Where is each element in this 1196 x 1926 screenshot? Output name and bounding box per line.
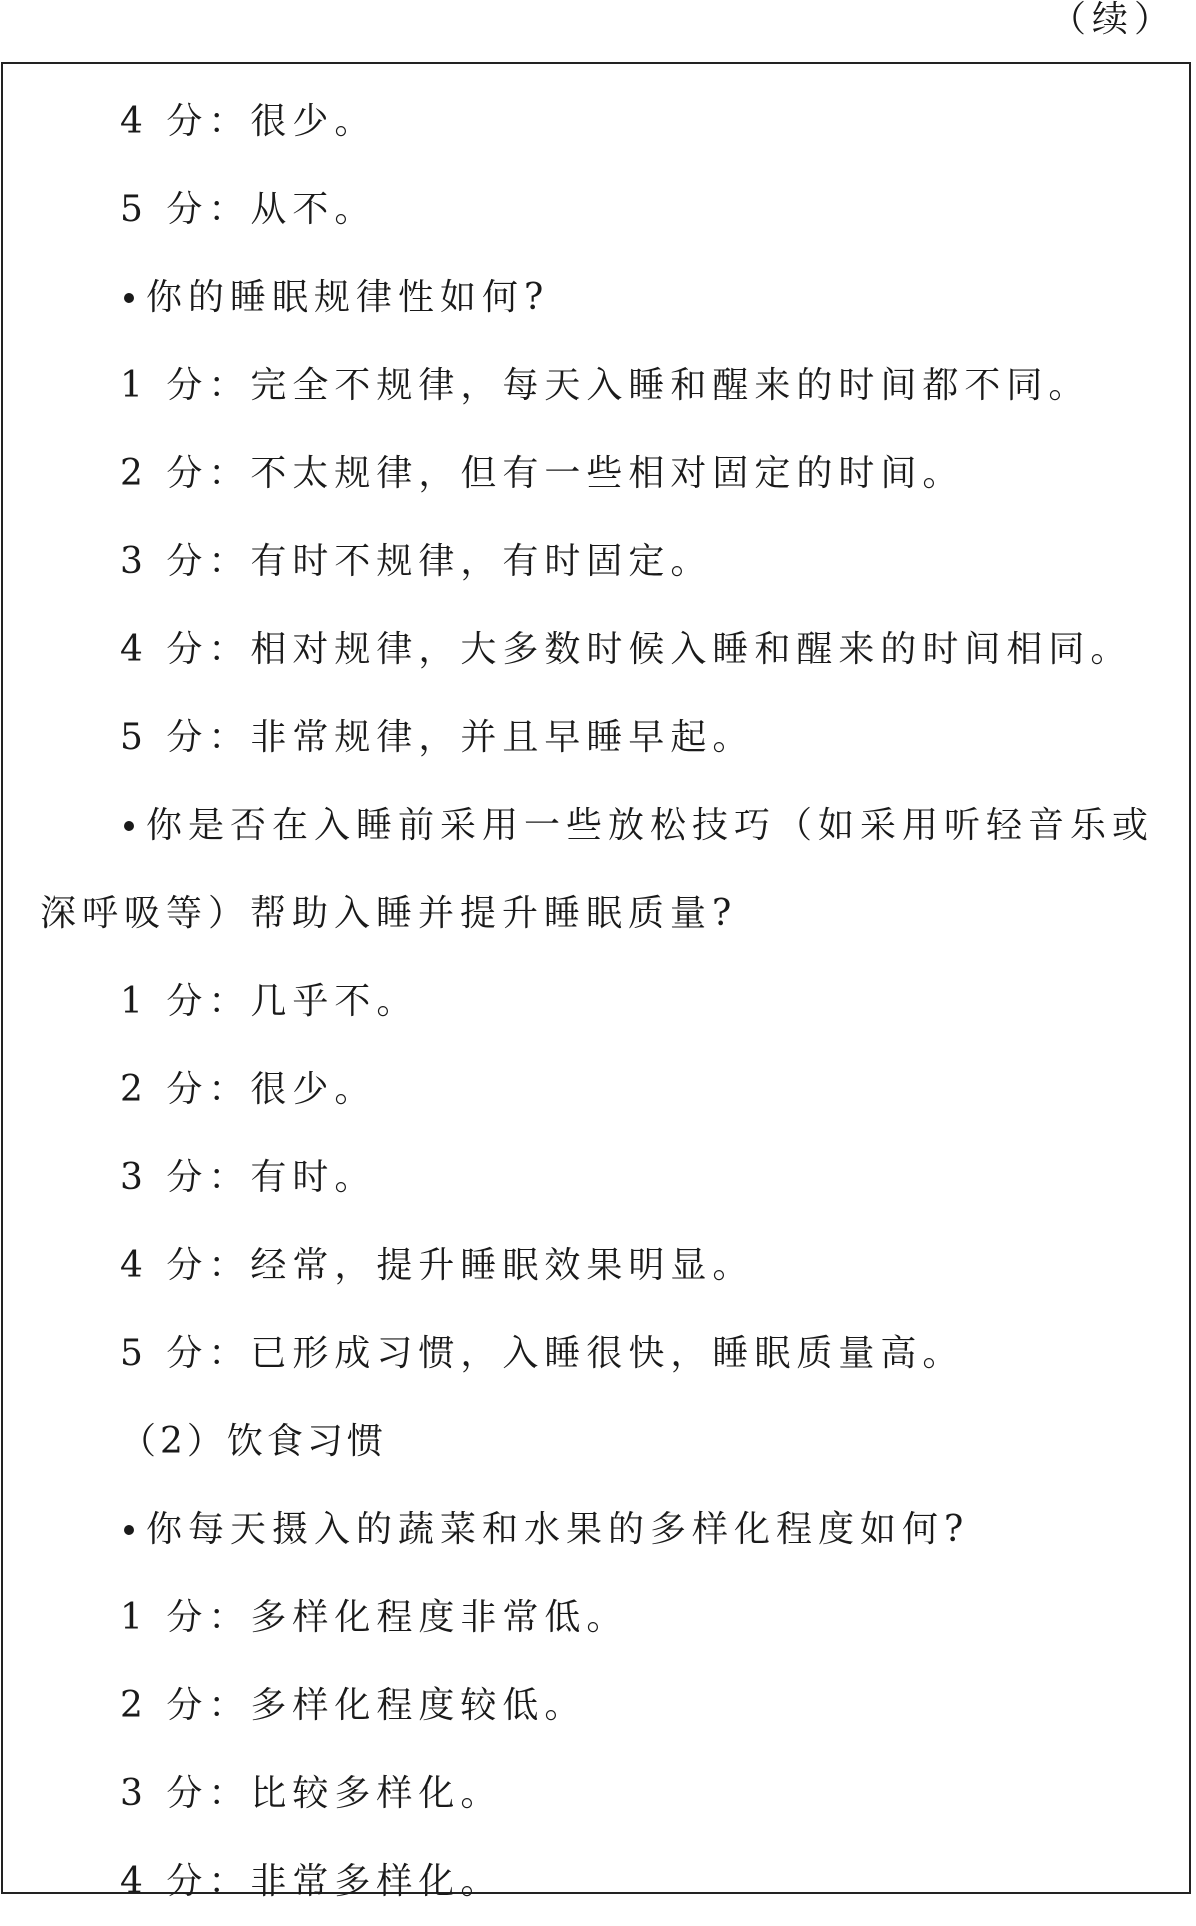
score-option xyxy=(3,1750,1189,1838)
bullet-icon xyxy=(124,1525,134,1535)
score-option xyxy=(3,1046,1189,1134)
question-vegetable-variety xyxy=(3,1486,1189,1574)
line-text: 4 分：很少。 xyxy=(120,101,377,142)
line-text: 3 分：有时。 xyxy=(120,1157,377,1198)
line-text: 5 分：非常规律，并且早睡早起。 xyxy=(120,717,755,758)
line-text: 4 分：相对规律，大多数时候入睡和醒来的时间相同。 xyxy=(120,629,1133,670)
line-text: 5 分：从不。 xyxy=(120,189,377,230)
line-text: 2 分：很少。 xyxy=(120,1069,377,1110)
line-text: 1 分：完全不规律，每天入睡和醒来的时间都不同。 xyxy=(120,365,1091,406)
score-option xyxy=(3,1662,1189,1750)
score-option xyxy=(3,1574,1189,1662)
question-continuation xyxy=(3,870,1189,958)
score-option xyxy=(3,1134,1189,1222)
line-text: 深呼吸等）帮助入睡并提升睡眠质量? xyxy=(40,893,738,934)
continued-label: （续） xyxy=(1049,0,1176,40)
score-option xyxy=(3,694,1189,782)
score-option xyxy=(3,1222,1189,1310)
line-text: 4 分：经常，提升睡眠效果明显。 xyxy=(120,1245,755,1286)
score-option xyxy=(3,166,1189,254)
score-option xyxy=(3,78,1189,166)
line-text: 5 分：已形成习惯，入睡很快，睡眠质量高。 xyxy=(120,1333,965,1374)
line-text: 1 分：几乎不。 xyxy=(120,981,419,1022)
line-text: 1 分：多样化程度非常低。 xyxy=(120,1597,629,1638)
question-text: 你的睡眠规律性如何? xyxy=(146,277,550,318)
questionnaire-table-frame xyxy=(1,62,1191,1902)
line-text: 2 分：不太规律，但有一些相对固定的时间。 xyxy=(120,453,965,494)
score-option xyxy=(3,606,1189,694)
score-option xyxy=(3,342,1189,430)
bullet-icon xyxy=(124,293,134,303)
question-relaxation xyxy=(3,782,1189,870)
line-text: 3 分：比较多样化。 xyxy=(120,1773,503,1814)
score-option xyxy=(3,1310,1189,1398)
question-text: 你每天摄入的蔬菜和水果的多样化程度如何? xyxy=(146,1509,970,1550)
line-text: 3 分：有时不规律，有时固定。 xyxy=(120,541,713,582)
score-option xyxy=(3,1838,1189,1926)
line-text: 2 分：多样化程度较低。 xyxy=(120,1685,587,1726)
score-option xyxy=(3,518,1189,606)
line-text: 4 分：非常多样化。 xyxy=(120,1861,503,1902)
question-text: 你是否在入睡前采用一些放松技巧（如采用听轻音乐或 xyxy=(146,805,1155,846)
question-sleep-regularity xyxy=(3,254,1189,342)
bullet-icon xyxy=(124,821,134,831)
section-title: （2）饮食习惯 xyxy=(120,1421,387,1462)
section-heading-diet xyxy=(3,1398,1189,1486)
score-option xyxy=(3,430,1189,518)
questionnaire-content xyxy=(3,78,1189,1926)
score-option xyxy=(3,958,1189,1046)
